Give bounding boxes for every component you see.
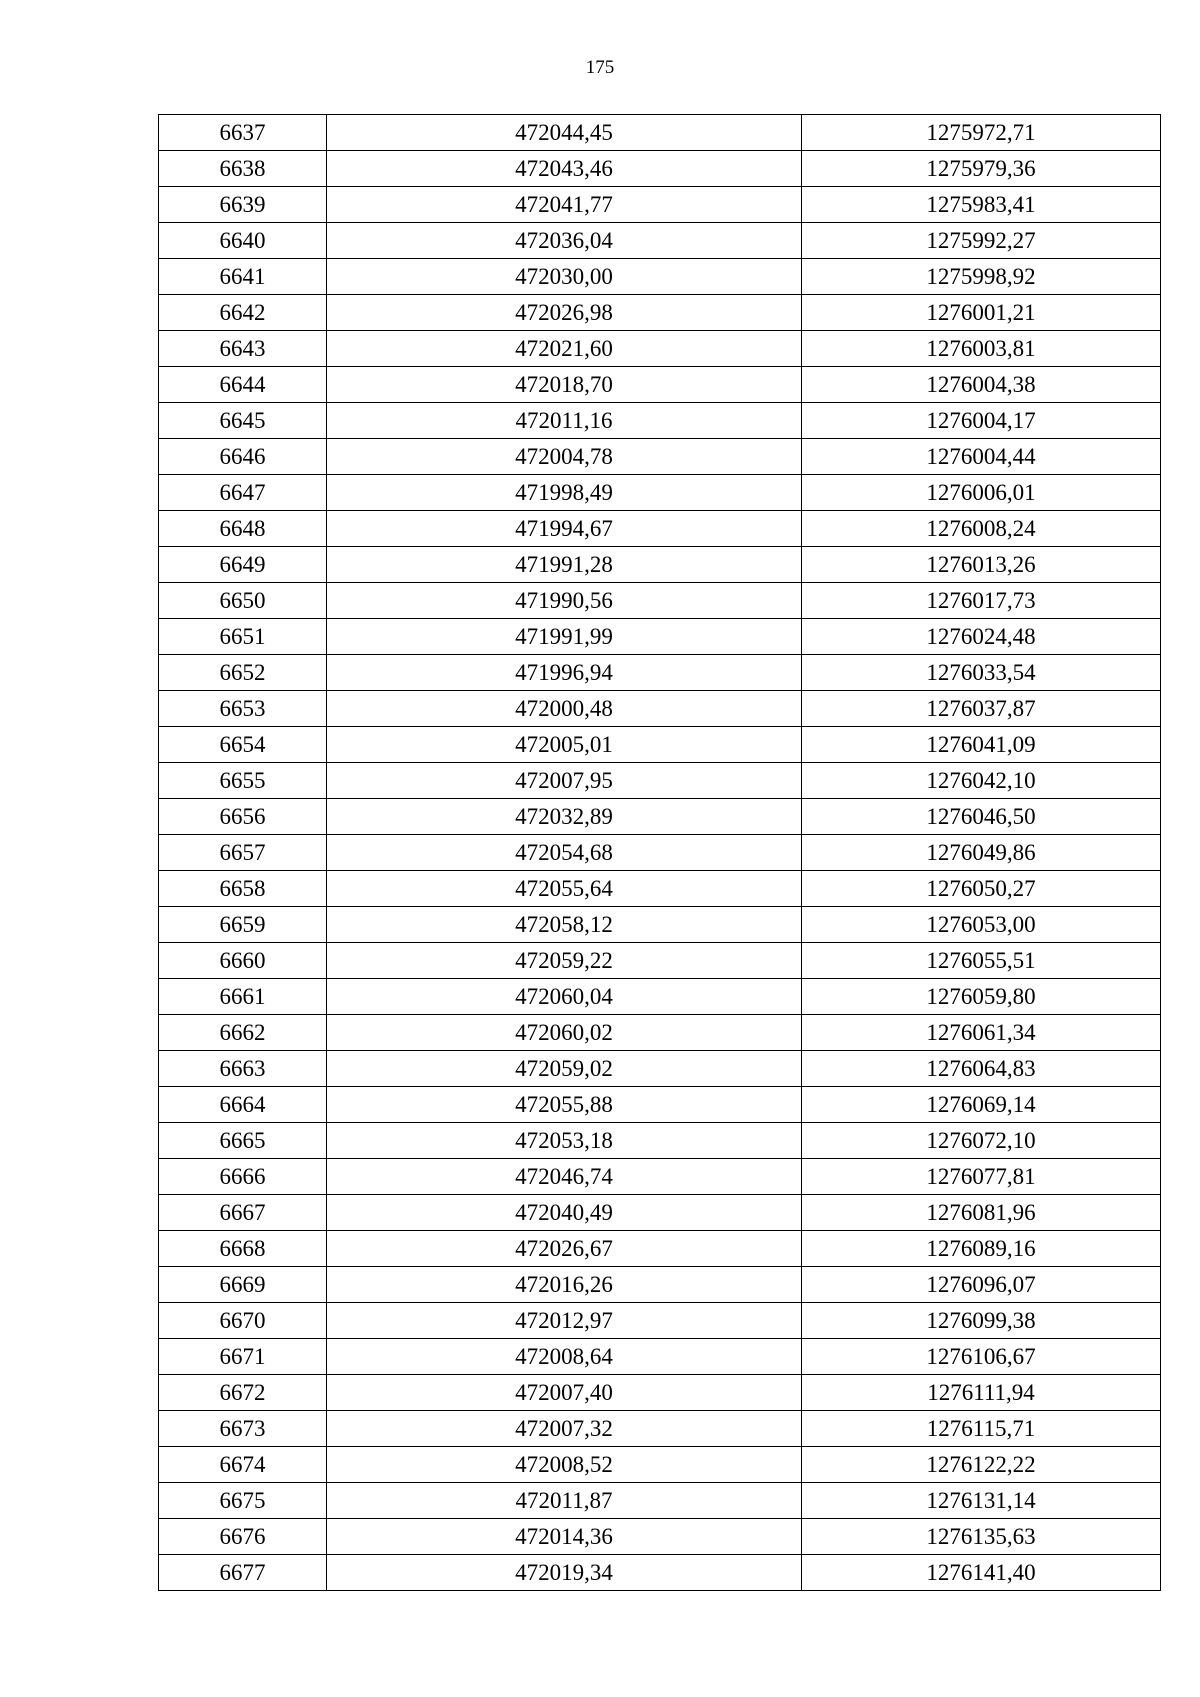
point-number-cell: 6664 [159, 1087, 327, 1123]
point-number-cell: 6677 [159, 1555, 327, 1591]
table-row [159, 547, 1161, 583]
x-coordinate-cell: 472004,78 [327, 439, 802, 475]
y-coordinate-cell: 1276064,83 [802, 1051, 1161, 1087]
table-row [159, 979, 1161, 1015]
y-coordinate-cell: 1276006,01 [802, 475, 1161, 511]
point-number-cell: 6667 [159, 1195, 327, 1231]
table-row [159, 1375, 1161, 1411]
y-coordinate-cell: 1276061,34 [802, 1015, 1161, 1051]
x-coordinate-cell: 472018,70 [327, 367, 802, 403]
table-row [159, 835, 1161, 871]
point-number-cell: 6638 [159, 151, 327, 187]
y-coordinate-cell: 1276008,24 [802, 511, 1161, 547]
table-row [159, 907, 1161, 943]
point-number-cell: 6661 [159, 979, 327, 1015]
x-coordinate-cell: 472008,64 [327, 1339, 802, 1375]
table-row [159, 151, 1161, 187]
x-coordinate-cell: 472011,87 [327, 1483, 802, 1519]
page-number: 175 [585, 57, 615, 78]
point-number-cell: 6637 [159, 115, 327, 151]
table-row [159, 619, 1161, 655]
y-coordinate-cell: 1276131,14 [802, 1483, 1161, 1519]
table-row [159, 1339, 1161, 1375]
table-row [159, 1447, 1161, 1483]
point-number-cell: 6653 [159, 691, 327, 727]
y-coordinate-cell: 1275979,36 [802, 151, 1161, 187]
table-row [159, 1555, 1161, 1591]
x-coordinate-cell: 472059,22 [327, 943, 802, 979]
y-coordinate-cell: 1276050,27 [802, 871, 1161, 907]
table-row [159, 943, 1161, 979]
y-coordinate-cell: 1276001,21 [802, 295, 1161, 331]
x-coordinate-cell: 472032,89 [327, 799, 802, 835]
x-coordinate-cell: 471991,99 [327, 619, 802, 655]
point-number-cell: 6673 [159, 1411, 327, 1447]
y-coordinate-cell: 1276072,10 [802, 1123, 1161, 1159]
point-number-cell: 6669 [159, 1267, 327, 1303]
x-coordinate-cell: 471994,67 [327, 511, 802, 547]
point-number-cell: 6671 [159, 1339, 327, 1375]
y-coordinate-cell: 1276004,44 [802, 439, 1161, 475]
y-coordinate-cell: 1276024,48 [802, 619, 1161, 655]
x-coordinate-cell: 472059,02 [327, 1051, 802, 1087]
table-row [159, 1159, 1161, 1195]
point-number-cell: 6666 [159, 1159, 327, 1195]
point-number-cell: 6668 [159, 1231, 327, 1267]
x-coordinate-cell: 472053,18 [327, 1123, 802, 1159]
x-coordinate-cell: 472021,60 [327, 331, 802, 367]
x-coordinate-cell: 472040,49 [327, 1195, 802, 1231]
x-coordinate-cell: 472007,40 [327, 1375, 802, 1411]
y-coordinate-cell: 1276049,86 [802, 835, 1161, 871]
table-row [159, 259, 1161, 295]
x-coordinate-cell: 472026,67 [327, 1231, 802, 1267]
point-number-cell: 6656 [159, 799, 327, 835]
x-coordinate-cell: 472043,46 [327, 151, 802, 187]
table-row [159, 223, 1161, 259]
table-row [159, 403, 1161, 439]
x-coordinate-cell: 472041,77 [327, 187, 802, 223]
x-coordinate-cell: 471996,94 [327, 655, 802, 691]
table-row [159, 799, 1161, 835]
x-coordinate-cell: 472060,02 [327, 1015, 802, 1051]
coordinates-table-body [159, 115, 1161, 1591]
y-coordinate-cell: 1276122,22 [802, 1447, 1161, 1483]
y-coordinate-cell: 1275992,27 [802, 223, 1161, 259]
point-number-cell: 6644 [159, 367, 327, 403]
y-coordinate-cell: 1276037,87 [802, 691, 1161, 727]
point-number-cell: 6647 [159, 475, 327, 511]
y-coordinate-cell: 1276141,40 [802, 1555, 1161, 1591]
x-coordinate-cell: 471990,56 [327, 583, 802, 619]
y-coordinate-cell: 1276055,51 [802, 943, 1161, 979]
y-coordinate-cell: 1275998,92 [802, 259, 1161, 295]
x-coordinate-cell: 472008,52 [327, 1447, 802, 1483]
table-row [159, 691, 1161, 727]
point-number-cell: 6645 [159, 403, 327, 439]
x-coordinate-cell: 472019,34 [327, 1555, 802, 1591]
table-row [159, 1483, 1161, 1519]
y-coordinate-cell: 1276096,07 [802, 1267, 1161, 1303]
x-coordinate-cell: 472016,26 [327, 1267, 802, 1303]
table-row [159, 727, 1161, 763]
point-number-cell: 6651 [159, 619, 327, 655]
table-row [159, 1087, 1161, 1123]
table-row [159, 331, 1161, 367]
point-number-cell: 6643 [159, 331, 327, 367]
point-number-cell: 6674 [159, 1447, 327, 1483]
x-coordinate-cell: 472055,64 [327, 871, 802, 907]
y-coordinate-cell: 1275983,41 [802, 187, 1161, 223]
y-coordinate-cell: 1276053,00 [802, 907, 1161, 943]
table-row [159, 511, 1161, 547]
x-coordinate-cell: 472005,01 [327, 727, 802, 763]
y-coordinate-cell: 1276106,67 [802, 1339, 1161, 1375]
y-coordinate-cell: 1275972,71 [802, 115, 1161, 151]
point-number-cell: 6662 [159, 1015, 327, 1051]
table-row [159, 367, 1161, 403]
table-row [159, 115, 1161, 151]
y-coordinate-cell: 1276069,14 [802, 1087, 1161, 1123]
point-number-cell: 6663 [159, 1051, 327, 1087]
point-number-cell: 6672 [159, 1375, 327, 1411]
table-row [159, 1015, 1161, 1051]
point-number-cell: 6639 [159, 187, 327, 223]
point-number-cell: 6658 [159, 871, 327, 907]
y-coordinate-cell: 1276099,38 [802, 1303, 1161, 1339]
table-row [159, 1411, 1161, 1447]
point-number-cell: 6652 [159, 655, 327, 691]
x-coordinate-cell: 472055,88 [327, 1087, 802, 1123]
table-row [159, 1231, 1161, 1267]
table-row [159, 187, 1161, 223]
point-number-cell: 6659 [159, 907, 327, 943]
point-number-cell: 6660 [159, 943, 327, 979]
point-number-cell: 6676 [159, 1519, 327, 1555]
x-coordinate-cell: 472036,04 [327, 223, 802, 259]
x-coordinate-cell: 472058,12 [327, 907, 802, 943]
y-coordinate-cell: 1276042,10 [802, 763, 1161, 799]
x-coordinate-cell: 472044,45 [327, 115, 802, 151]
x-coordinate-cell: 472000,48 [327, 691, 802, 727]
point-number-cell: 6640 [159, 223, 327, 259]
y-coordinate-cell: 1276004,17 [802, 403, 1161, 439]
coordinates-table [158, 114, 1161, 1591]
point-number-cell: 6649 [159, 547, 327, 583]
y-coordinate-cell: 1276059,80 [802, 979, 1161, 1015]
x-coordinate-cell: 472011,16 [327, 403, 802, 439]
x-coordinate-cell: 472014,36 [327, 1519, 802, 1555]
x-coordinate-cell: 472026,98 [327, 295, 802, 331]
y-coordinate-cell: 1276013,26 [802, 547, 1161, 583]
x-coordinate-cell: 471991,28 [327, 547, 802, 583]
table-row [159, 655, 1161, 691]
y-coordinate-cell: 1276033,54 [802, 655, 1161, 691]
y-coordinate-cell: 1276115,71 [802, 1411, 1161, 1447]
point-number-cell: 6654 [159, 727, 327, 763]
y-coordinate-cell: 1276041,09 [802, 727, 1161, 763]
y-coordinate-cell: 1276081,96 [802, 1195, 1161, 1231]
x-coordinate-cell: 471998,49 [327, 475, 802, 511]
point-number-cell: 6657 [159, 835, 327, 871]
point-number-cell: 6648 [159, 511, 327, 547]
table-row [159, 583, 1161, 619]
point-number-cell: 6641 [159, 259, 327, 295]
y-coordinate-cell: 1276111,94 [802, 1375, 1161, 1411]
y-coordinate-cell: 1276003,81 [802, 331, 1161, 367]
point-number-cell: 6642 [159, 295, 327, 331]
point-number-cell: 6670 [159, 1303, 327, 1339]
x-coordinate-cell: 472060,04 [327, 979, 802, 1015]
y-coordinate-cell: 1276046,50 [802, 799, 1161, 835]
point-number-cell: 6646 [159, 439, 327, 475]
table-row [159, 871, 1161, 907]
table-row [159, 1051, 1161, 1087]
x-coordinate-cell: 472012,97 [327, 1303, 802, 1339]
table-row [159, 1303, 1161, 1339]
point-number-cell: 6665 [159, 1123, 327, 1159]
table-row [159, 763, 1161, 799]
table-row [159, 1123, 1161, 1159]
y-coordinate-cell: 1276089,16 [802, 1231, 1161, 1267]
table-row [159, 1267, 1161, 1303]
table-row [159, 295, 1161, 331]
y-coordinate-cell: 1276004,38 [802, 367, 1161, 403]
x-coordinate-cell: 472046,74 [327, 1159, 802, 1195]
x-coordinate-cell: 472007,95 [327, 763, 802, 799]
point-number-cell: 6650 [159, 583, 327, 619]
table-row [159, 1195, 1161, 1231]
x-coordinate-cell: 472007,32 [327, 1411, 802, 1447]
table-row [159, 475, 1161, 511]
point-number-cell: 6655 [159, 763, 327, 799]
y-coordinate-cell: 1276017,73 [802, 583, 1161, 619]
table-row [159, 439, 1161, 475]
y-coordinate-cell: 1276077,81 [802, 1159, 1161, 1195]
x-coordinate-cell: 472054,68 [327, 835, 802, 871]
x-coordinate-cell: 472030,00 [327, 259, 802, 295]
y-coordinate-cell: 1276135,63 [802, 1519, 1161, 1555]
point-number-cell: 6675 [159, 1483, 327, 1519]
table-row [159, 1519, 1161, 1555]
